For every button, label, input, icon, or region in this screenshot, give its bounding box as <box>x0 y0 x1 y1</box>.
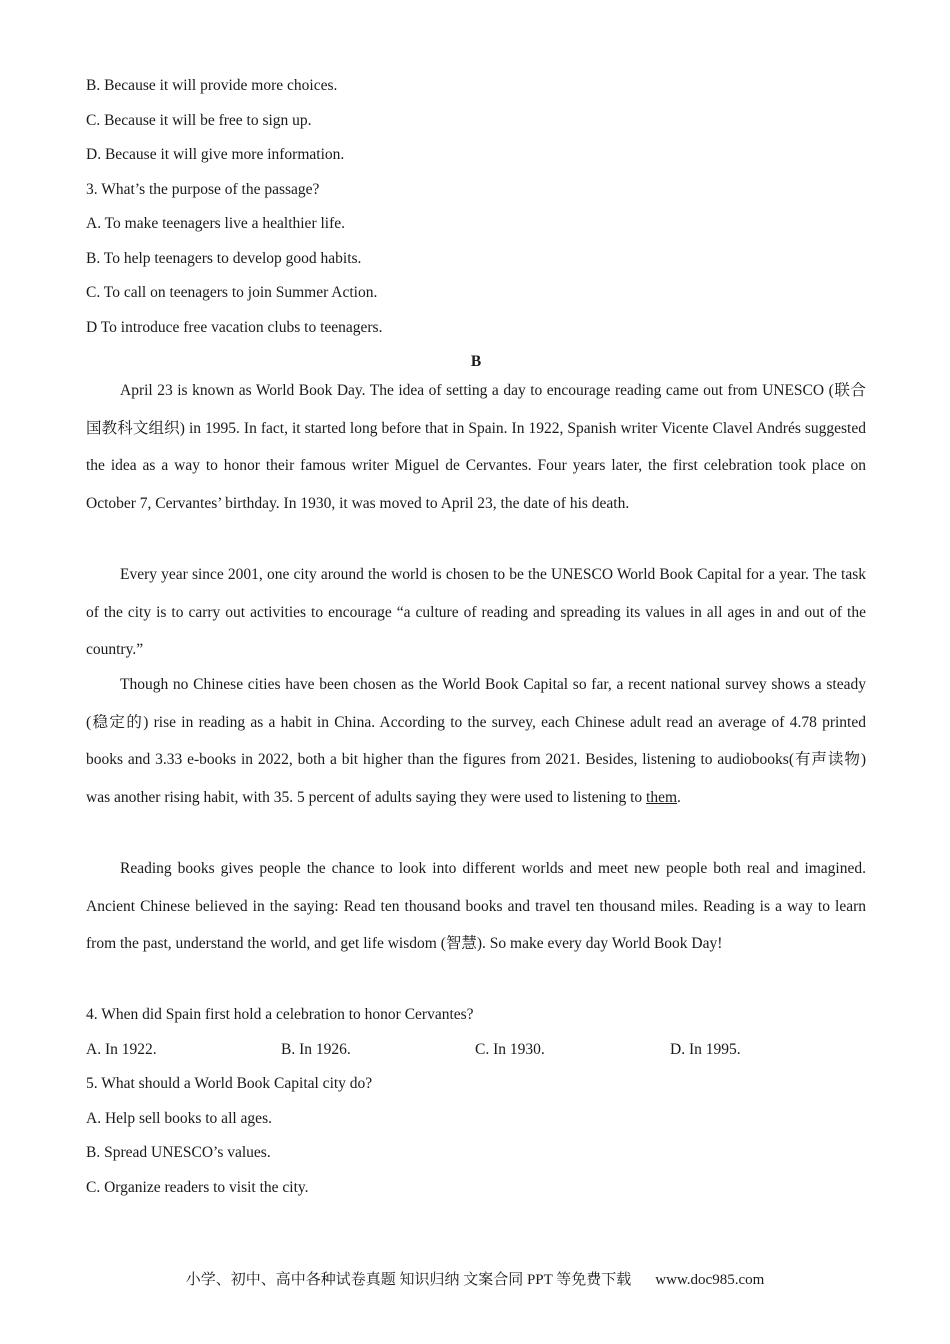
section-title-b: B <box>470 353 482 370</box>
passage-paragraph-2: Every year since 2001, one city around the world is chosen to be the UNESCO World Book Capital for a year. The task of the city is to carry out activities to encourage “a culture of reading and spreading its values in all ages in and out of the country.” <box>86 566 866 658</box>
footer-text: 小学、初中、高中各种试卷真题 知识归纳 文案合同 PPT 等免费下载 <box>185 1272 632 1288</box>
q2-option-c: C. Because it will be free to sign up. <box>86 112 312 129</box>
q3-option-d: D To introduce free vacation clubs to teenagers. <box>86 319 383 336</box>
passage-paragraph-3 <box>86 666 866 816</box>
q2-option-b: B. Because it will provide more choices. <box>86 77 338 94</box>
q5-option-a: A. Help sell books to all ages. <box>86 1110 272 1127</box>
q4-option-d: D. In 1995. <box>670 1041 741 1058</box>
q3-option-c: C. To call on teenagers to join Summer Action. <box>86 284 378 301</box>
q5-stem: 5. What should a World Book Capital city do? <box>86 1075 373 1092</box>
passage-paragraph-1: April 23 is known as World Book Day. The idea of setting a day to encourage reading came out from UNESCO (联合国教科文组织) in 1995. In fact, it started long before that in Spain. In 1922, Spanish writer Vicente Clavel Andrés suggested the idea as a way to honor their famous writer Miguel de Cervantes. Four years later, the first celebration took place on October 7, Cervantes’ birthday. In 1930, it was moved to April 23, the date of his death. <box>86 382 866 512</box>
q4-stem: 4. When did Spain first hold a celebration to honor Cervantes? <box>86 1006 474 1023</box>
q5-option-c: C. Organize readers to visit the city. <box>86 1179 309 1196</box>
paragraph-3-text: Though no Chinese cities have been chosen as the World Book Capital so far, a recent national survey shows a steady (稳定的) rise in reading as a habit in China. According to the survey, each Chinese adult read an average of 4.78 printed books and 3.33 e-books in 2022, both a bit higher than the figures from 2021. Besides, listening to audiobooks(有声读物) was another rising habit, with 35. 5 percent of adults saying they were used to listening to <box>86 676 866 806</box>
page-footer <box>0 1270 950 1290</box>
q2-option-d: D. Because it will give more information. <box>86 146 345 163</box>
passage-paragraph-4: Reading books gives people the chance to look into different worlds and meet new people both real and imagined. Ancient Chinese believed in the saying: Read ten thousand books and travel ten thousand miles. Reading is a way to learn from the past, understand the world, and get life wisdom (智慧). So make every day World Book Day! <box>86 860 866 952</box>
paragraph-3-end: . <box>677 788 681 806</box>
q3-stem: 3. What’s the purpose of the passage? <box>86 181 320 198</box>
underlined-word-them: them <box>646 788 678 806</box>
q4-option-b: B. In 1926. <box>281 1041 351 1058</box>
q4-option-a: A. In 1922. <box>86 1041 157 1058</box>
q3-option-a: A. To make teenagers live a healthier life. <box>86 215 346 232</box>
q5-option-b: B. Spread UNESCO’s values. <box>86 1144 271 1161</box>
footer-url[interactable]: www.doc985.com <box>655 1272 765 1288</box>
q3-option-b: B. To help teenagers to develop good habits. <box>86 250 362 267</box>
q4-option-c: C. In 1930. <box>475 1041 545 1058</box>
